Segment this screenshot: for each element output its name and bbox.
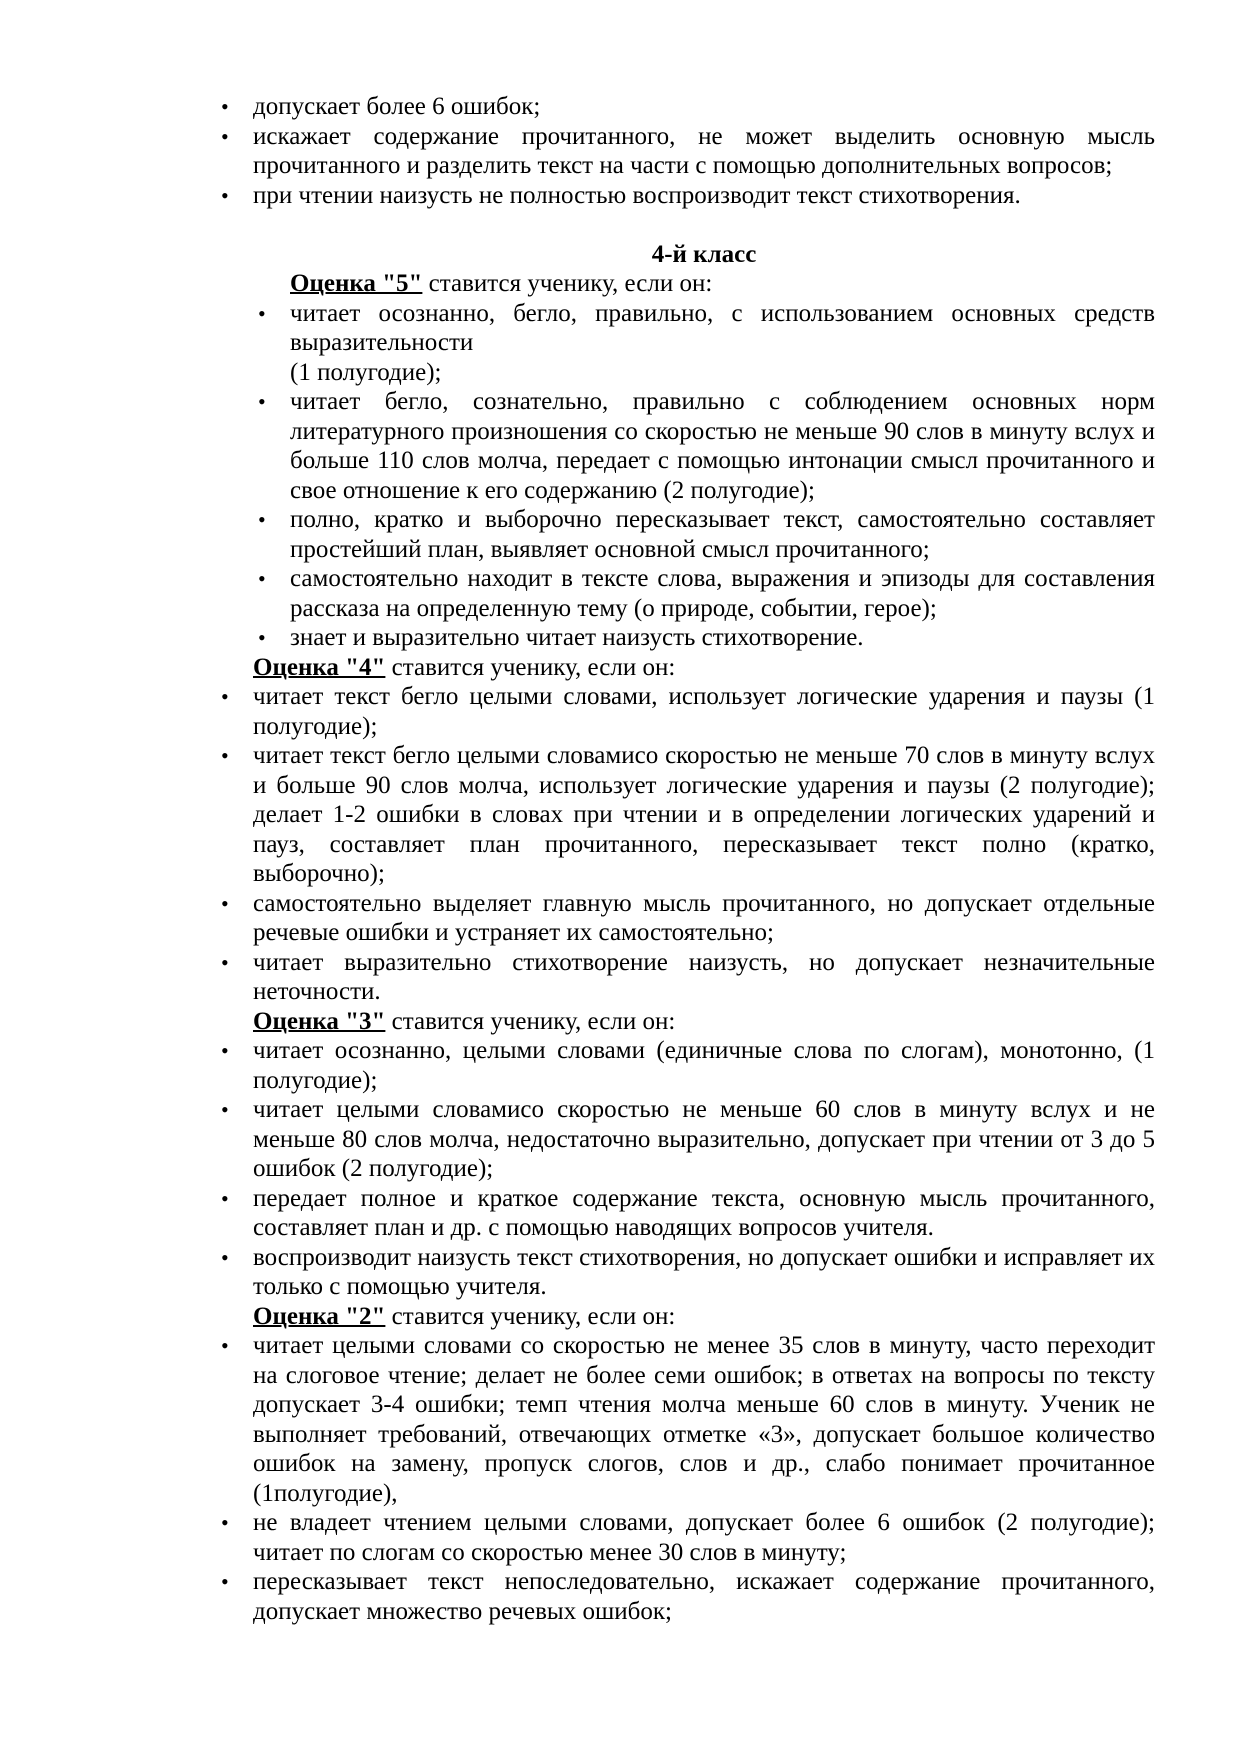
item-text: пересказывает текст непоследовательно, искажает содержание прочитанного, допускает множество речевых ошибок; xyxy=(253,1568,1155,1625)
item-text: самостоятельно находит в тексте слова, выражения и эпизоды для составления рассказа на определенную тему (о природе, событии, герое); xyxy=(290,565,1155,622)
grade-suffix: ставится ученику, если он: xyxy=(385,1302,676,1330)
list-item xyxy=(258,623,1155,653)
bullet-icon: • xyxy=(258,507,266,532)
item-text: самостоятельно выделяет главную мысль прочитанного, но допускает отдельные речевые ошибки и устраняет их самостоятельно; xyxy=(253,889,1155,946)
list-item xyxy=(221,92,1155,122)
item-text: читает целыми словами со скоростью не менее 35 слов в минуту, часто переходит на слоговое чтение; делает не более семи ошибок; в ответах на вопросы по тексту допускает 3-4 ошибки; темп чтения молча меньше 60 слов в минуту. Ученик не выполняет требований, отвечающих отметке «3», допускает большое количество ошибок на замену, пропуск слогов, слов и др., слабо понимает прочитанное (1полугодие), xyxy=(253,1332,1155,1507)
list-item xyxy=(221,1567,1155,1626)
bullet-icon: • xyxy=(221,182,229,208)
item-text: полно, кратко и выборочно пересказывает текст, самостоятельно составляет простейший план, выявляет основной смысл прочитанного; xyxy=(290,506,1155,563)
list-item xyxy=(221,122,1155,181)
list-item xyxy=(258,505,1155,564)
item-text: при чтении наизусть не полностью воспроизводит текст стихотворения. xyxy=(253,181,1021,209)
bullet-icon: • xyxy=(221,684,229,709)
list-item xyxy=(258,387,1155,505)
grade-5-list xyxy=(258,299,1155,653)
item-text: не владеет чтением целыми словами, допускает более 6 ошибок (2 полугодие); читает по слогам со скоростью менее 30 слов в минуту; xyxy=(253,1509,1155,1566)
bullet-icon: • xyxy=(221,1510,229,1535)
grade-label: Оценка "2" xyxy=(253,1302,386,1330)
bullet-icon: • xyxy=(221,1097,229,1122)
list-item xyxy=(258,564,1155,623)
bullet-icon: • xyxy=(221,123,229,149)
item-text: читает выразительно стихотворение наизусть, но допускает незначительные неточности. xyxy=(253,948,1155,1005)
list-item xyxy=(221,1036,1155,1095)
bullet-icon: • xyxy=(221,1038,229,1063)
item-text: знает и выразительно читает наизусть стихотворение. xyxy=(290,624,864,651)
item-text: передает полное и краткое содержание текста, основную мысль прочитанного, составляет план и др. с помощью наводящих вопросов учителя. xyxy=(253,1184,1155,1241)
list-item xyxy=(221,1331,1155,1508)
item-text: читает осознанно, целыми словами (единичные слова по слогам), монотонно, (1 полугодие); xyxy=(253,1037,1155,1094)
item-text: допускает более 6 ошибок; xyxy=(253,93,541,120)
list-item xyxy=(221,1184,1155,1243)
grade-label: Оценка "3" xyxy=(253,1007,386,1035)
section-heading: 4-й класс xyxy=(651,240,757,268)
bullet-icon: • xyxy=(221,743,229,768)
item-text: читает целыми словамисо скоростью не меньше 60 слов в минуту вслух и не меньше 80 слов молча, недостаточно выразительно, допускает при чтении от 3 до 5 ошибок (2 полугодие); xyxy=(253,1096,1155,1182)
grade-2-list xyxy=(221,1331,1155,1626)
bullet-icon: • xyxy=(221,949,229,975)
grade-suffix: ставится ученику, если он: xyxy=(385,1007,676,1035)
item-text: воспроизводит наизусть текст стихотворения, но допускает ошибки и исправляет их только с помощью учителя. xyxy=(253,1243,1155,1300)
list-item xyxy=(221,1508,1155,1567)
item-text: искажает содержание прочитанного, не может выделить основную мысль прочитанного и разделить текст на части с помощью дополнительных вопросов; xyxy=(253,122,1155,179)
grade-4-title xyxy=(253,653,1155,683)
bullet-icon: • xyxy=(258,300,266,326)
grade-suffix: ставится ученику, если он: xyxy=(385,653,676,681)
grade-4-list xyxy=(221,682,1155,1007)
item-text: читает бегло, сознательно, правильно с соблюдением основных норм литературного произношения со скоростью не меньше 90 слов в минуту вслух и больше 110 слов молча, передает с помощью интонации смысл прочитанного и свое отношение к его содержанию (2 полугодие); xyxy=(290,388,1155,504)
list-item xyxy=(221,181,1155,211)
grade-label: Оценка "4" xyxy=(253,653,386,681)
list-item xyxy=(221,948,1155,1007)
bullet-icon: • xyxy=(258,566,266,591)
list-item xyxy=(221,889,1155,948)
grade-2-title xyxy=(253,1302,1155,1332)
bullet-icon: • xyxy=(221,94,229,119)
item-text: читает осознанно, бегло, правильно, с использованием основных средств выразительности xyxy=(290,299,1155,356)
item-text: читает текст бегло целыми словамисо скоростью не меньше 70 слов в минуту вслух и больше 90 слов молча, использует логические ударения и паузы (2 полугодие); делает 1-2 ошибки в словах при чтении и в определении логических ударений и пауз, составляет план прочитанного, пересказывает текст полно (кратко, выборочно); xyxy=(253,742,1155,887)
list-item xyxy=(221,1243,1155,1302)
grade-suffix: ставится ученику, если он: xyxy=(422,270,713,297)
list-item xyxy=(221,741,1155,889)
intro-list xyxy=(221,92,1155,210)
bullet-icon: • xyxy=(221,1333,229,1358)
grade-3-title xyxy=(253,1007,1155,1037)
bullet-icon: • xyxy=(221,890,229,916)
grade-label: Оценка "5" xyxy=(290,270,423,297)
document-page xyxy=(221,92,1155,1626)
list-item xyxy=(258,299,1155,388)
bullet-icon: • xyxy=(258,389,266,414)
list-item xyxy=(221,1095,1155,1184)
item-text: читает текст бегло целыми словами, использует логические ударения и паузы (1 полугодие); xyxy=(253,683,1155,740)
list-item xyxy=(221,682,1155,741)
bullet-icon: • xyxy=(221,1244,229,1270)
grade-5-title xyxy=(290,269,1155,299)
bullet-icon: • xyxy=(221,1185,229,1211)
grade-3-list xyxy=(221,1036,1155,1302)
bullet-icon: • xyxy=(258,625,266,650)
item-subtext: (1 полугодие); xyxy=(290,358,442,386)
bullet-icon: • xyxy=(221,1569,229,1594)
